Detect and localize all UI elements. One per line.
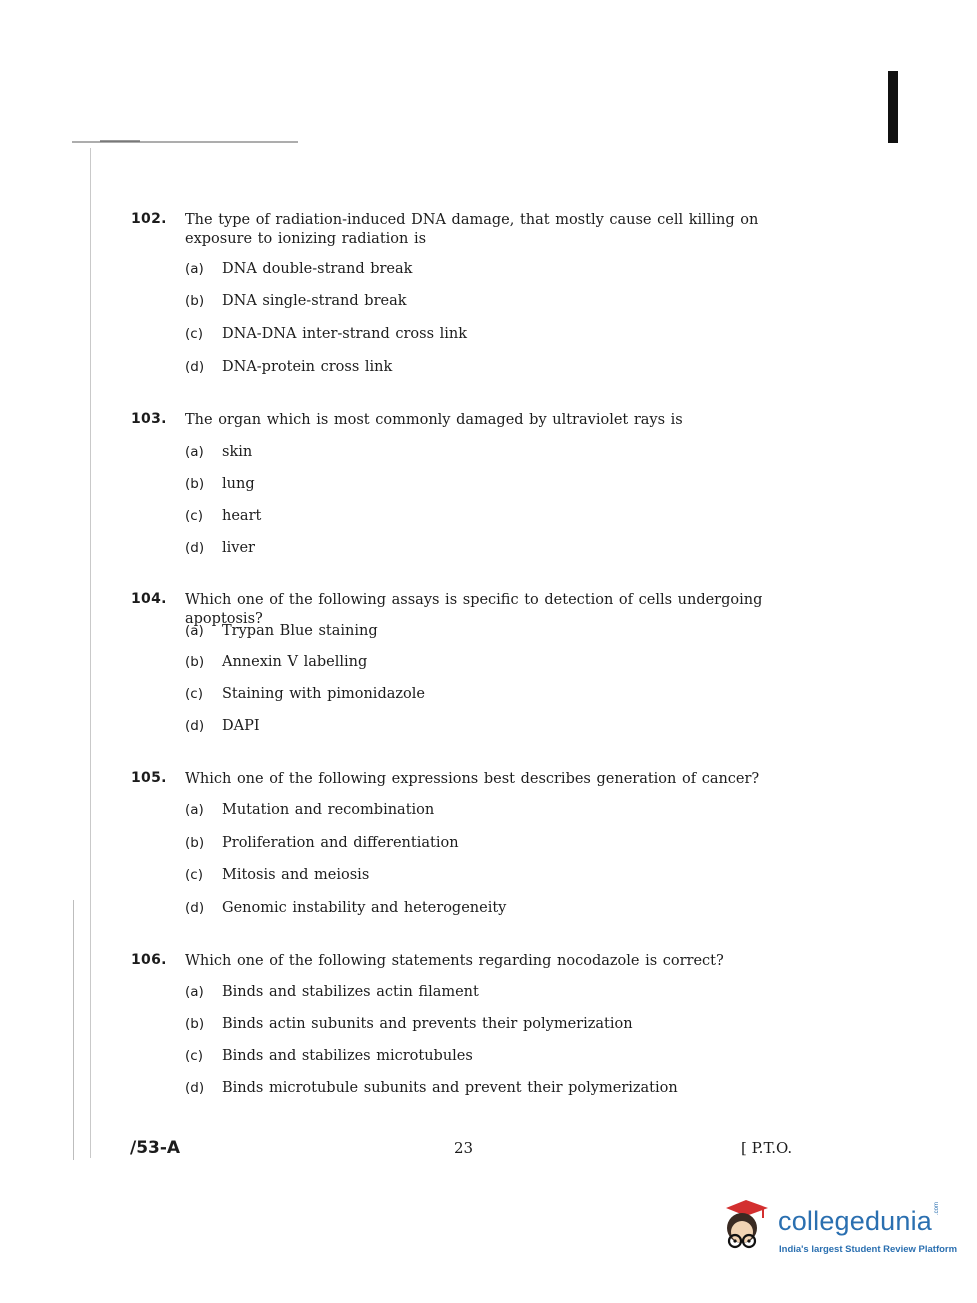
question-number: 102.: [131, 211, 167, 227]
option-label: (c): [185, 1048, 203, 1064]
option-a: [185, 261, 412, 277]
mascot-icon: [716, 1196, 776, 1256]
option-b: [185, 654, 367, 670]
option-b: [185, 1016, 633, 1032]
option-label: (c): [185, 867, 203, 883]
option-text: Proliferation and differentiation: [222, 835, 459, 851]
option-a: [185, 444, 252, 460]
option-label: (c): [185, 326, 203, 342]
option-text: Binds actin subunits and prevents their polymerization: [222, 1016, 633, 1032]
option-c: [185, 686, 425, 702]
option-text: Binds and stabilizes actin filament: [222, 984, 479, 1000]
option-label: (d): [185, 900, 205, 916]
logo-tagline: India's largest Student Review Platform: [779, 1244, 958, 1255]
option-label: (a): [185, 623, 204, 639]
option-text: Staining with pimonidazole: [222, 686, 425, 702]
option-text: Trypan Blue staining: [222, 623, 378, 639]
option-a: [185, 623, 378, 639]
option-text: Mutation and recombination: [222, 802, 435, 818]
question-number: 104.: [131, 591, 167, 607]
option-label: (c): [185, 508, 203, 524]
option-d: [185, 359, 392, 375]
option-a: [185, 802, 434, 818]
option-c: [185, 1048, 473, 1064]
option-label: (b): [185, 835, 205, 851]
option-text: DAPI: [222, 718, 260, 734]
question-text: Which one of the following assays is specific to detection of cells undergoing apoptosis?: [185, 592, 763, 627]
option-label: (b): [185, 654, 205, 670]
option-text: heart: [222, 508, 262, 524]
scan-top-rule-dark: [100, 140, 140, 142]
option-text: liver: [222, 540, 255, 556]
option-a: [185, 984, 479, 1000]
option-b: [185, 476, 255, 492]
option-text: DNA-protein cross link: [222, 359, 393, 375]
scan-margin-line-2: [73, 900, 74, 1160]
scan-corner-mark: [888, 71, 898, 143]
pto-label: [ P.T.O.: [741, 1139, 793, 1157]
logo-wordmark: collegedunia: [778, 1206, 933, 1236]
question-text: Which one of the following expressions best describes generation of cancer?: [185, 771, 760, 787]
option-text: DNA-DNA inter-strand cross link: [222, 326, 468, 342]
option-d: [185, 718, 260, 734]
page-number: 23: [454, 1139, 474, 1157]
option-text: lung: [222, 476, 255, 492]
option-label: (a): [185, 261, 204, 277]
question-text: The organ which is most commonly damaged by ultraviolet rays is: [185, 412, 683, 428]
option-label: (d): [185, 359, 205, 375]
option-label: (a): [185, 984, 204, 1000]
logo-suffix: .com: [934, 1201, 940, 1215]
option-label: (c): [185, 686, 203, 702]
question-text: Which one of the following statements regarding nocodazole is correct?: [185, 953, 724, 969]
collegedunia-logo[interactable]: [716, 1196, 958, 1266]
option-label: (a): [185, 444, 204, 460]
question-text: The type of radiation-induced DNA damage, that mostly cause cell killing on exposure to ionizing radiation is: [185, 212, 759, 247]
option-b: [185, 835, 459, 851]
option-label: (d): [185, 1080, 205, 1096]
question-number: 106.: [131, 952, 167, 968]
option-c: [185, 326, 467, 342]
option-d: [185, 900, 506, 916]
option-text: DNA single-strand break: [222, 293, 407, 309]
option-label: (b): [185, 476, 205, 492]
option-c: [185, 867, 369, 883]
scan-margin-line: [90, 148, 91, 1158]
paper-code: /53-A: [130, 1138, 181, 1158]
option-text: Genomic instability and heterogeneity: [222, 900, 507, 916]
question-number: 105.: [131, 770, 167, 786]
option-text: Binds microtubule subunits and prevent their polymerization: [222, 1080, 678, 1096]
option-label: (d): [185, 718, 205, 734]
option-text: Annexin V labelling: [222, 654, 368, 670]
option-text: Binds and stabilizes microtubules: [222, 1048, 473, 1064]
option-d: [185, 540, 255, 556]
option-text: skin: [222, 444, 253, 460]
option-label: (b): [185, 1016, 205, 1032]
option-b: [185, 293, 407, 309]
option-label: (b): [185, 293, 205, 309]
option-text: DNA double-strand break: [222, 261, 413, 277]
option-text: Mitosis and meiosis: [222, 867, 370, 883]
option-label: (a): [185, 802, 204, 818]
option-c: [185, 508, 261, 524]
option-label: (d): [185, 540, 205, 556]
question-number: 103.: [131, 411, 167, 427]
option-d: [185, 1080, 678, 1096]
